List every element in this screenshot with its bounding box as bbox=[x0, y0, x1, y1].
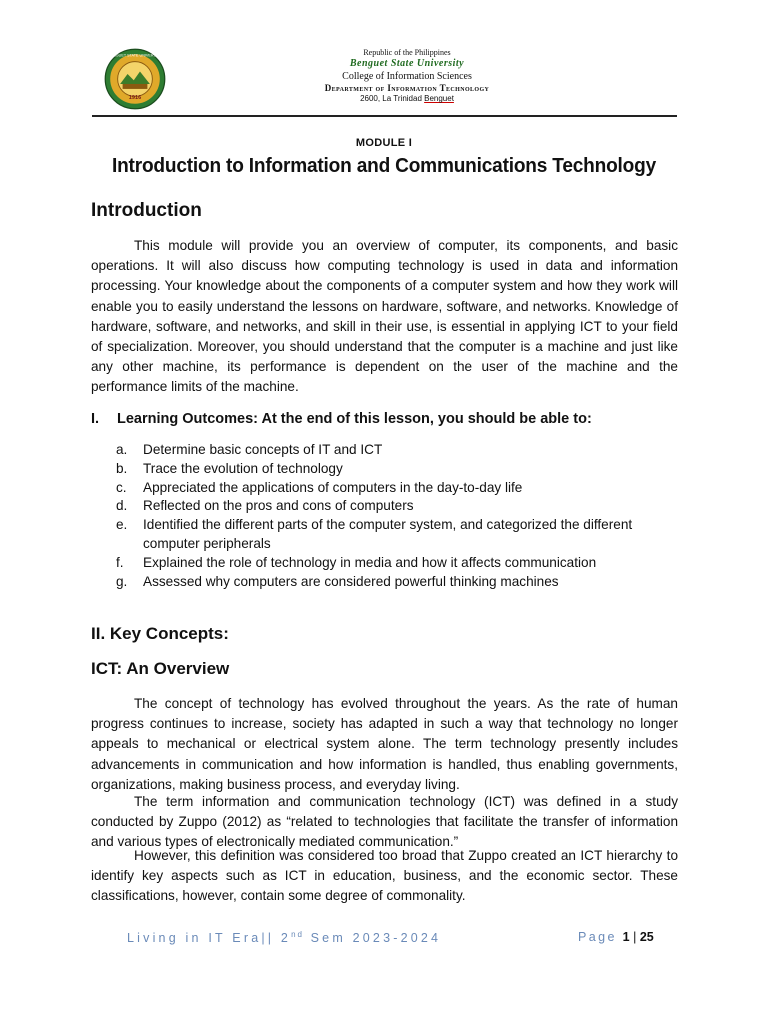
university-seal-logo bbox=[104, 48, 166, 110]
overview-paragraph-3: However, this definition was considered too broad that Zuppo created an ICT hierarchy to identify key aspects such as ICT in education, business, and the economic sector. These classifications, however, contain some degree of commonality. bbox=[91, 848, 678, 904]
department-name: Department of Information Technology bbox=[324, 83, 490, 93]
college-name: College of Information Sciences bbox=[342, 70, 472, 82]
footer-page-number: Page 1 | 25 bbox=[578, 930, 654, 944]
module-label: MODULE I bbox=[355, 137, 413, 149]
key-concepts-heading: II. Key Concepts: bbox=[91, 624, 229, 643]
university-name: Benguet State University bbox=[349, 58, 465, 69]
page-header bbox=[92, 44, 677, 116]
overview-paragraph-1: The concept of technology has evolved throughout the years. As the rate of human progress continues to increase, society has adapted in such a way that technology no longer appeals to mechanical or electrical system alone. The term technology presently includes advancements in communication and how information is handled, thus enabling governments, organizations, making business process, and everyday living. bbox=[91, 696, 678, 792]
list-item: a. Determine basic concepts of IT and ICT bbox=[116, 442, 383, 457]
header-rule bbox=[92, 115, 677, 117]
list-item: d. Reflected on the pros and cons of computers bbox=[116, 498, 414, 514]
list-item: f. Explained the role of technology in media and how it affects communication bbox=[116, 554, 597, 570]
list-item: b. Trace the evolution of technology bbox=[116, 460, 343, 476]
list-item: g. Assessed why computers are considered powerful thinking machines bbox=[116, 573, 559, 589]
introduction-heading: Introduction bbox=[91, 200, 202, 221]
svg-text:BENGUET STATE UNIVERSITY: BENGUET STATE UNIVERSITY bbox=[108, 53, 162, 58]
list-item: e. Identified the different parts of the computer system, and categorized the different computer peripherals bbox=[116, 517, 633, 551]
overview-paragraph-2: The term information and communication technology (ICT) was defined in a study conducted by Zuppo (2012) as “related to technologies that facilitate the transfer of information and various types of electronically mediated communication.” bbox=[91, 794, 678, 850]
footer-course: Living in IT Era|| 2nd Sem 2023-2024 bbox=[127, 930, 442, 946]
republic-line: Republic of the Philippines bbox=[363, 48, 451, 57]
ict-overview-heading: ICT: An Overview bbox=[91, 659, 230, 678]
list-item: c. Appreciated the applications of computers in the day-to-day life bbox=[116, 479, 523, 495]
svg-text:1916: 1916 bbox=[128, 94, 142, 101]
learning-outcomes-list bbox=[116, 441, 676, 591]
address-line: 2600, La Trinidad Benguet bbox=[360, 94, 454, 104]
introduction-paragraph: This module will provide you an overview of computer, its components, and basic operations. It will also discuss how computing technology is used in data and information processing. Your knowledge about the components of a computer system and how they work will enable you to easily understand the lessons on hardware, software, and networks. Knowledge of hardware, software, and networks, and skill in their use, is essential in applying ICT to your field of specialization. Moreover, you should understand that the computer is a machine and just like any other machine, its performance is dependent on the user of the machine and the performance limits of the machine. bbox=[91, 238, 678, 395]
header-text-block bbox=[242, 48, 572, 104]
page-title: Introduction to Information and Communications Technology bbox=[111, 154, 657, 177]
learning-outcomes-heading: I. Learning Outcomes: At the end of this lesson, you should be able to: bbox=[91, 411, 592, 427]
